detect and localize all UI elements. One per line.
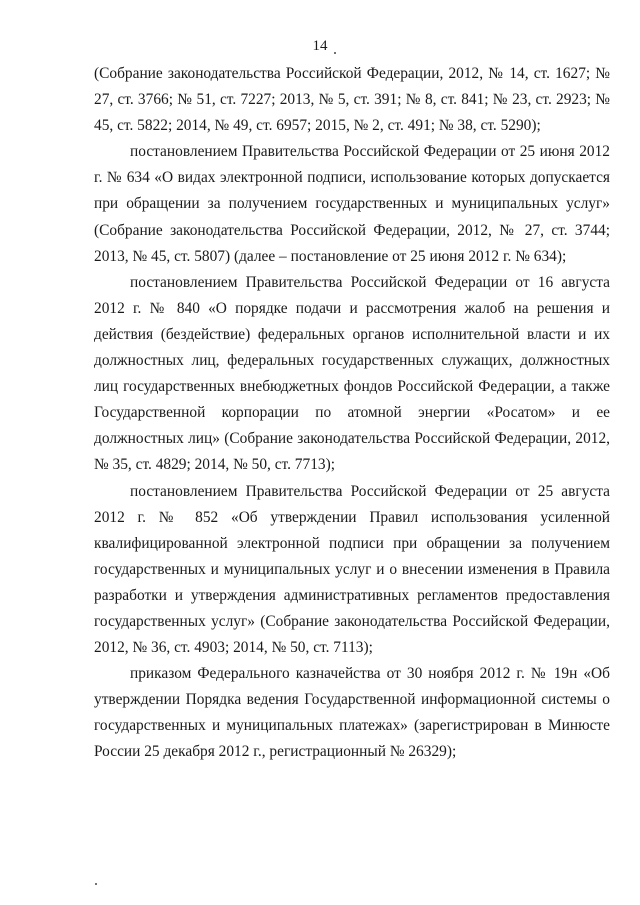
document-body (94, 61, 610, 766)
paragraph-decree-840: постановлением Правительства Российской Федерации от 16 августа 2012 г. № 840 «О порядке подачи и рассмотрения жалоб на решения и действия (бездействие) федеральных органов исполнительной власти и их должностных лиц, федеральных государственных служащих, должностных лиц государственных внебюджетных фондов Российской Федерации, а также Государственной корпорации по атомной энергии «Росатом» и ее должностных лиц» (Собрание законодательства Российской Федерации, 2012, № 35, ст. 4829; 2014, № 50, ст. 7713); (94, 273, 610, 474)
paragraph-citation-continuation: (Собрание законодательства Российской Федерации, 2012, № 14, ст. 1627; № 27, ст. 3766; № 51, ст. 7227; 2013, № 5, ст. 391; № 8, ст. 841; № 23, ст. 2923; № 45, ст. 5822; 2014, № 49, ст. 6957; 2015, № 2, ст. 491; № 38, ст. 5290); (94, 65, 610, 135)
paragraph-decree-634: постановлением Правительства Российской Федерации от 25 июня 2012 г. № 634 «О видах электронной подписи, использование которых допускается при обращении за получением государственных и муниципальных услуг» (Собрание законодательства Российской Федерации, 2012, № 27, ст. 3744; 2013, № 45, ст. 5807) (далее – постановление от 25 июня 2012 г. № 634); (94, 143, 610, 265)
paragraph-decree-852: постановлением Правительства Российской Федерации от 25 августа 2012 г. № 852 «Об утверждении Правил использования усиленной квалифицированной электронной подписи при обращении за получением государственных и муниципальных услуг и о внесении изменения в Правила разработки и утверждения административных регламентов предоставления государственных услуг» (Собрание законодательства Российской Федерации, 2012, № 36, ст. 4903; 2014, № 50, ст. 7113); (94, 482, 610, 657)
paragraph-order-19n: приказом Федерального казначейства от 30 ноября 2012 г. № 19н «Об утверждении Порядка ведения Государственной информационной системы о государственных и муниципальных платежах» (зарегистрирован в Минюсте России 25 декабря 2012 г., регистрационный № 26329); (94, 665, 610, 761)
scan-speck (95, 883, 97, 885)
scan-speck (334, 52, 336, 54)
page-number: 14 (312, 38, 328, 54)
